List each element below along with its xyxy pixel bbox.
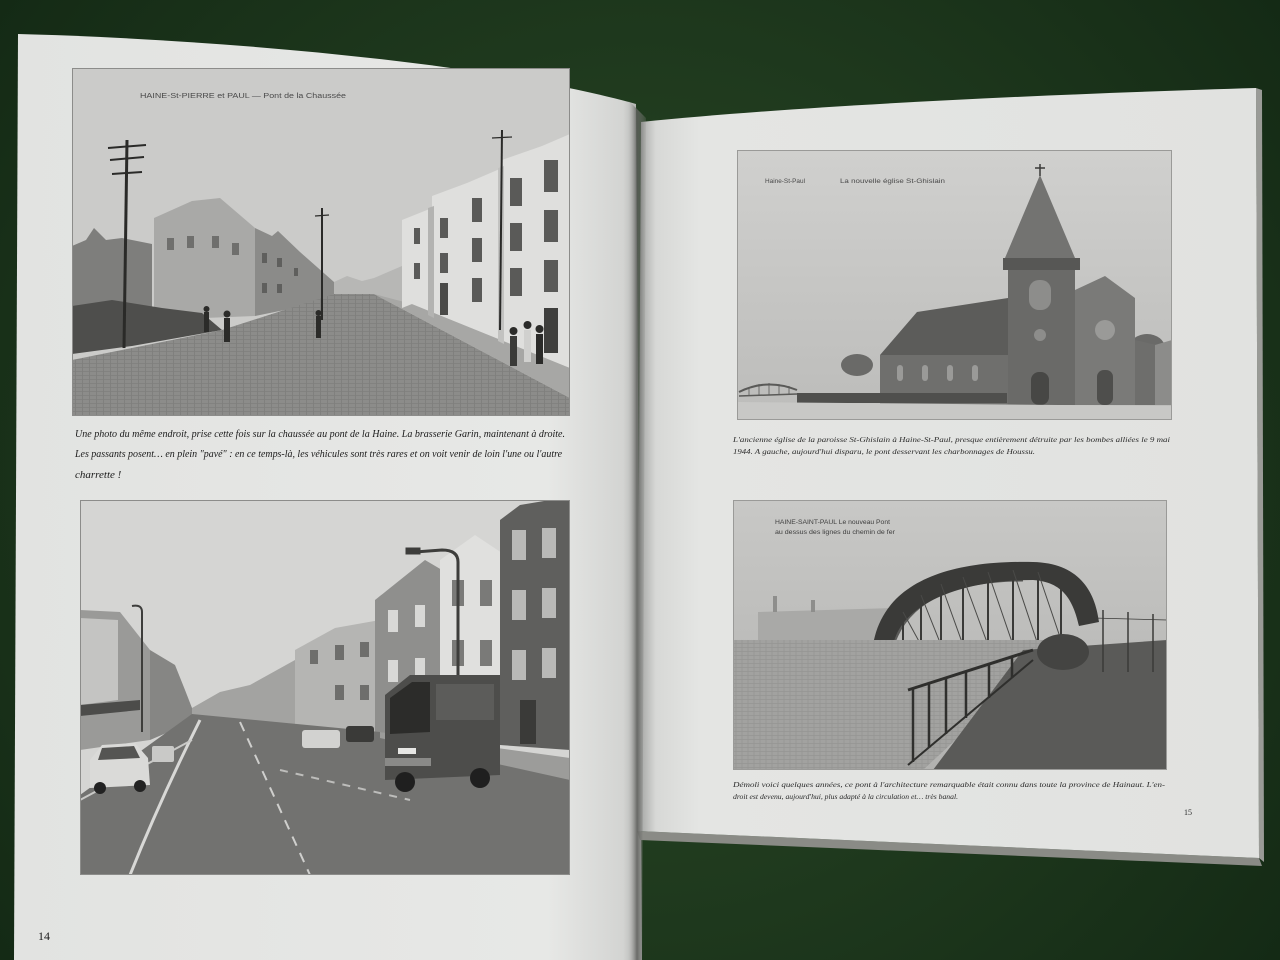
photo-old-street: [72, 68, 570, 416]
caption-line: charrette !: [75, 469, 122, 481]
photo-modern-street: [80, 500, 570, 875]
postcard-place: Haine-St-Paul: [765, 178, 806, 185]
photo-church: [737, 150, 1172, 420]
photo-bridge: [733, 500, 1167, 770]
page-number: 15: [1184, 808, 1192, 817]
van: [385, 675, 500, 792]
parked-car: [346, 726, 374, 742]
postcard-title: HAINE-St-PIERRE et PAUL — Pont de la Chaussée: [140, 93, 347, 100]
parked-car: [152, 746, 174, 762]
caption-line: droit est devenu, aujourd'hui, plus adapté à la circulation et… très banal.: [733, 792, 959, 801]
caption-line: 1944. A gauche, aujourd'hui disparu, le pont desservant les charbonnages de Houssu.: [733, 447, 1036, 456]
caption-line: Une photo du même endroit, prise cette fois sur la chaussée au pont de la Haine. La brasserie Garin, maintenant à droite.: [75, 428, 565, 440]
caption-line: L'ancienne église de la paroisse St-Ghislain à Haine-St-Paul, presque entièrement détruite par les bombes alliées le 9 mai: [731, 435, 1170, 444]
parked-car: [302, 730, 340, 748]
caption-line: Démoli voici quelques années, ce pont à l'architecture remarquable était connu dans toute la province de Hainaut. L'en-: [731, 780, 1166, 789]
gable-house: [154, 198, 255, 320]
page-number: 14: [38, 929, 50, 943]
trees: [1037, 634, 1089, 670]
postcard-title: au dessus des lignes du chemin de fer: [775, 529, 896, 536]
caption-line: Les passants posent… en plein "pavé" : en ce temps-là, les véhicules sont très rares et on voit venir de loin l'une ou l'autre: [74, 448, 563, 460]
building-far-right: [1155, 340, 1172, 405]
postcard-title: HAINE-SAINT-PAUL Le nouveau Pont: [775, 519, 891, 526]
postcard-subject: La nouvelle église St-Ghislain: [840, 178, 946, 185]
white-car: [90, 743, 150, 794]
fence: [797, 393, 1007, 403]
